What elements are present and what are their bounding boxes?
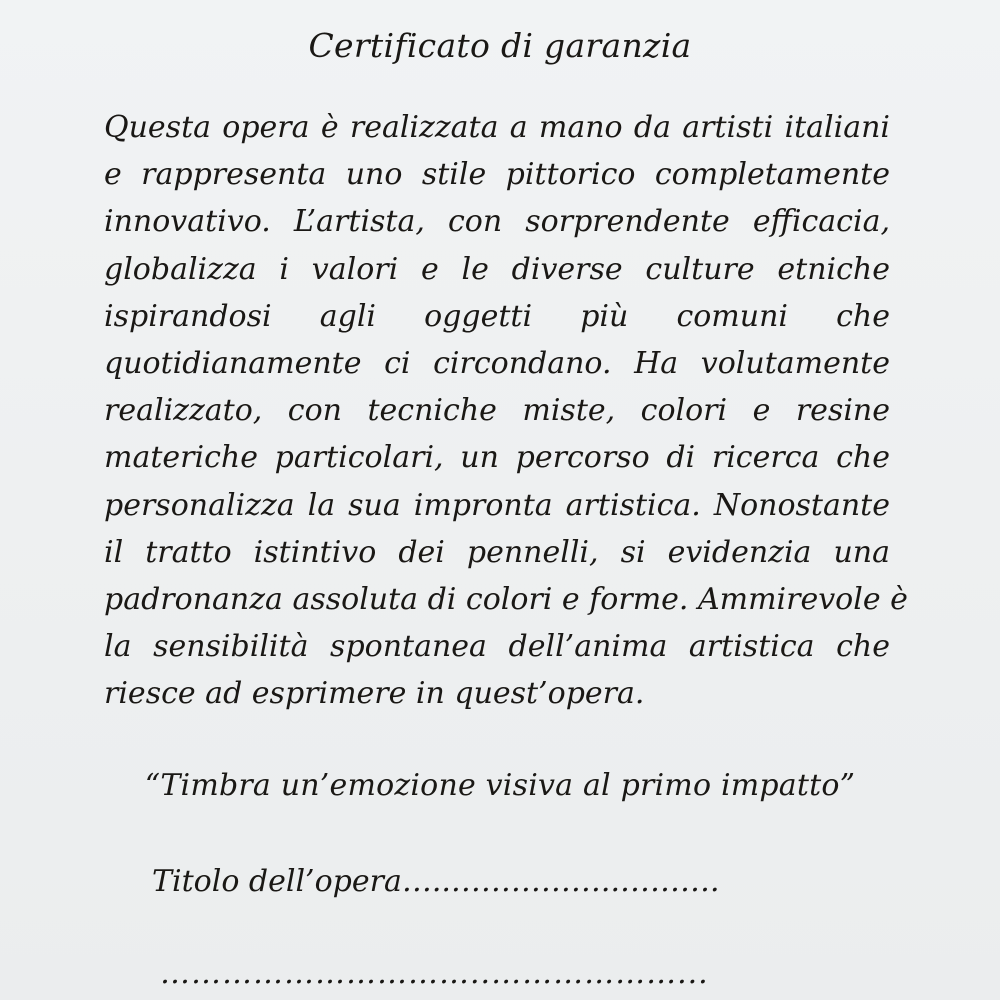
body-line: personalizza la sua impronta artistica. Nonostante — [104, 487, 890, 523]
certificate-title: Certificato di garanzia — [308, 26, 692, 65]
body-line: ispirandosi agli oggetti più comuni che — [104, 298, 890, 334]
body-line: il tratto istintivo dei pennelli, si evidenzia una — [104, 534, 890, 570]
body-line: quotidianamente ci circondano. Ha volutamente — [104, 346, 890, 382]
body-line: la sensibilità spontanea dell’anima artistica che — [104, 629, 890, 665]
body-line: realizzato, con tecniche miste, colori e resine — [104, 393, 890, 429]
body-line: innovativo. L’artista, con sorprendente efficacia, — [104, 204, 890, 240]
certificate-body — [104, 104, 908, 718]
body-line: materiche particolari, un percorso di ricerca che — [104, 440, 890, 476]
artwork-title-field: Titolo dell’opera…..……………..………. — [152, 864, 720, 899]
certificate-motto: “Timbra un’emozione visiva al primo impatto” — [144, 768, 856, 803]
body-line: padronanza assoluta di colori e forme. Ammirevole è — [104, 582, 908, 618]
body-line: e rappresenta uno stile pittorico completamente — [104, 157, 890, 193]
body-line: globalizza i valori e le diverse culture etniche — [104, 251, 890, 287]
artwork-title-blank-line: …………………………..………………... — [160, 956, 709, 991]
body-line: riesce ad esprimere in quest’opera. — [104, 676, 645, 712]
body-line: Questa opera è realizzata a mano da artisti italiani — [104, 110, 890, 145]
